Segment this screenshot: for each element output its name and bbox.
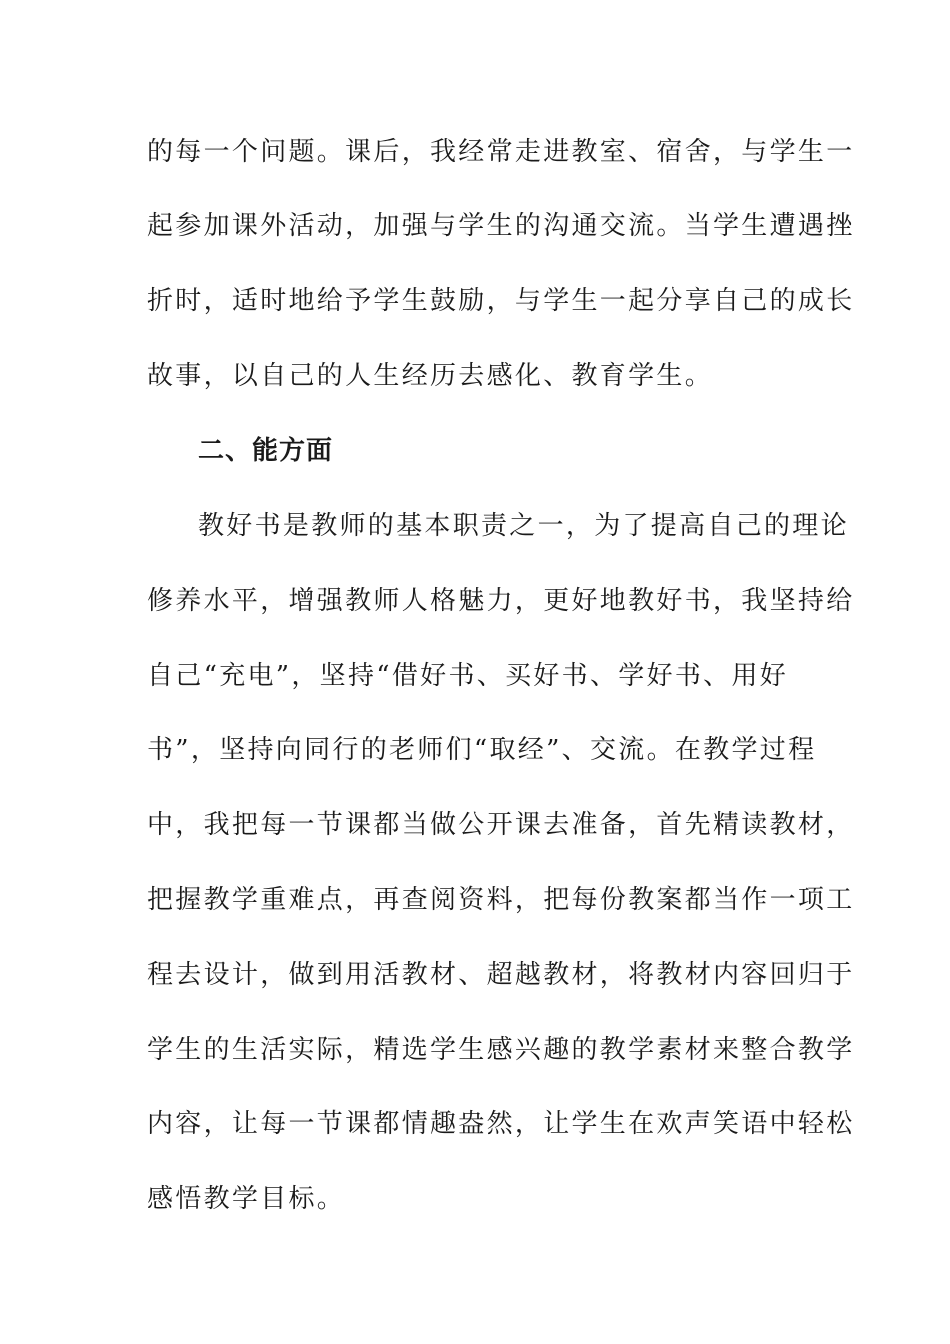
paragraph-2-line-3: 自己“充电”，坚持“借好书、买好书、学好书、用好 bbox=[147, 661, 789, 691]
paragraph-1-line-2: 起参加课外活动，加强与学生的沟通交流。当学生遭遇挫 bbox=[147, 211, 855, 241]
paragraph-2-line-4: 书”，坚持向同行的老师们“取经”、交流。在教学过程 bbox=[147, 735, 817, 765]
paragraph-2-line-8: 学生的生活实际，精选学生感兴趣的教学素材来整合教学 bbox=[147, 1035, 855, 1065]
paragraph-1-line-3: 折时，适时地给予学生鼓励，与学生一起分享自己的成长 bbox=[147, 286, 855, 316]
paragraph-2-line-10: 感悟教学目标。 bbox=[147, 1184, 346, 1214]
section-heading: 二、能方面 bbox=[198, 436, 334, 466]
paragraph-2-line-9: 内容，让每一节课都情趣盎然，让学生在欢声笑语中轻松 bbox=[147, 1109, 855, 1139]
paragraph-2-line-1: 教好书是教师的基本职责之一，为了提高自己的理论 bbox=[198, 511, 849, 541]
paragraph-2-line-6: 把握教学重难点，再查阅资料，把每份教案都当作一项工 bbox=[147, 885, 855, 915]
paragraph-2-line-2: 修养水平，增强教师人格魅力，更好地教好书，我坚持给 bbox=[147, 586, 855, 616]
paragraph-2-line-5: 中，我把每一节课都当做公开课去准备，首先精读教材， bbox=[147, 810, 855, 840]
paragraph-2-line-7: 程去设计，做到用活教材、超越教材，将教材内容回归于 bbox=[147, 960, 855, 990]
paragraph-1-line-1: 的每一个问题。课后，我经常走进教室、宿舍，与学生一 bbox=[147, 137, 855, 167]
paragraph-1-line-4: 故事，以自己的人生经历去感化、教育学生。 bbox=[147, 361, 714, 391]
